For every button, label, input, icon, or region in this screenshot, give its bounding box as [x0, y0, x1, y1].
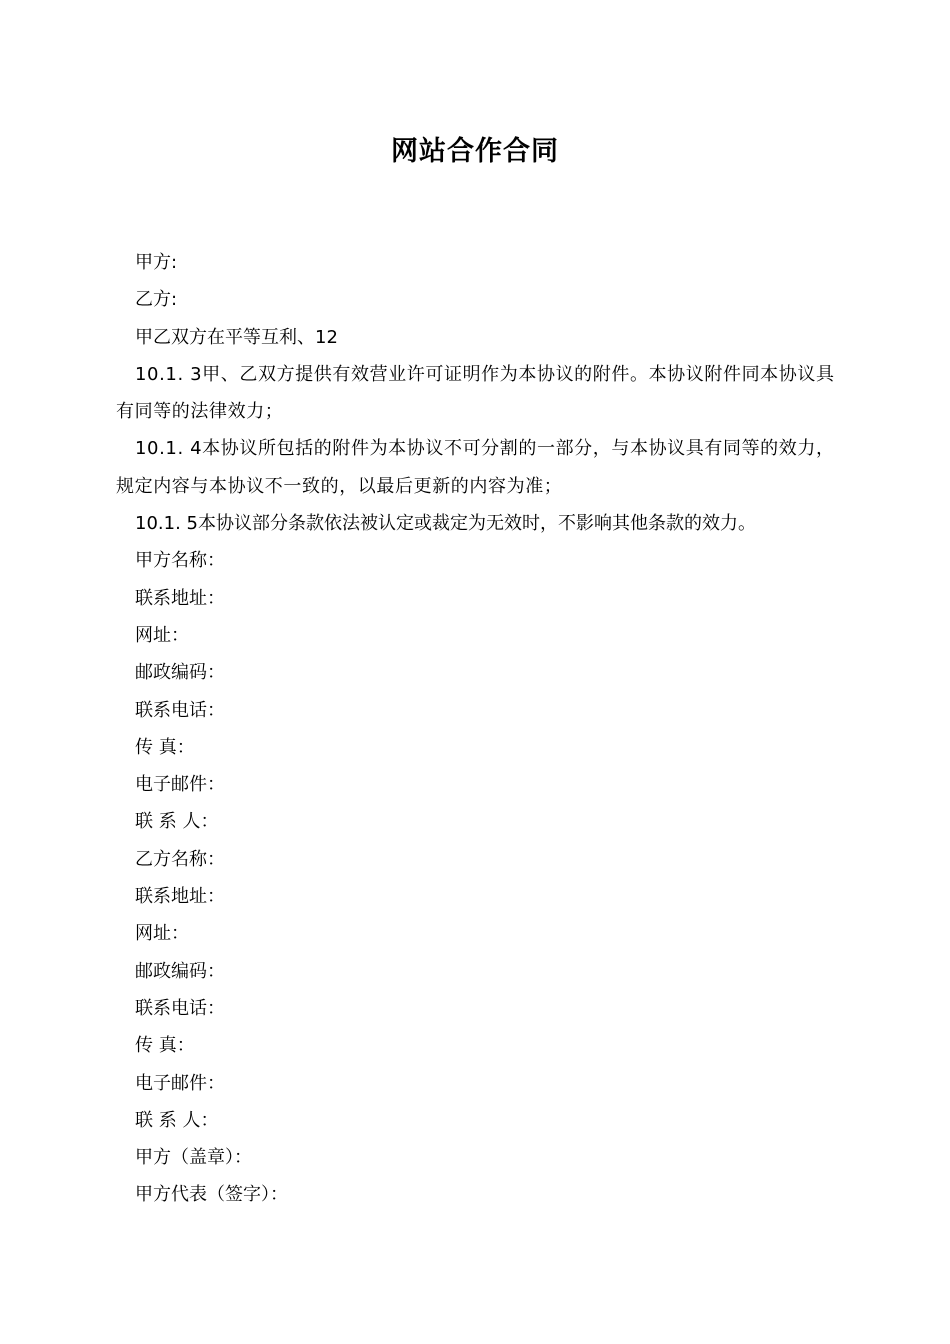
party-a-website-field: 网址：	[135, 624, 189, 646]
party-b-postcode-field: 邮政编码：	[135, 960, 225, 982]
party-b-email-field: 电子邮件：	[135, 1072, 225, 1094]
party-b-line: 乙方:	[135, 289, 178, 311]
document-body	[116, 244, 842, 1214]
clause-10-1-4: 10.1. 4本协议所包括的附件为本协议不可分割的一部分，与本协议具有同等的效力，规定内容与本协议不一致的，以最后更新的内容为准；	[116, 438, 835, 497]
party-a-seal-field: 甲方（盖章）：	[135, 1147, 252, 1169]
clause-10-1-3: 10.1. 3甲、乙双方提供有效营业许可证明作为本协议的附件。本协议附件同本协议具有同等的法律效力；	[116, 363, 835, 423]
party-a-line: 甲方:	[135, 252, 178, 273]
document-title: 网站合作合同	[391, 136, 559, 167]
party-a-postcode-field: 邮政编码：	[135, 662, 225, 684]
party-b-contact-field: 联 系 人：	[135, 1109, 219, 1131]
party-a-signature-field: 甲方代表（签字）：	[135, 1184, 288, 1206]
party-a-email-field: 电子邮件：	[135, 774, 225, 796]
party-a-fax-field: 传 真：	[135, 736, 195, 758]
party-b-website-field: 网址：	[135, 923, 189, 945]
party-a-phone-field: 联系电话：	[135, 699, 225, 721]
party-b-address-field: 联系地址：	[135, 886, 225, 908]
party-a-contact-field: 联 系 人：	[135, 811, 219, 833]
preamble-line: 甲乙双方在平等互利、12	[135, 326, 338, 348]
party-b-phone-field: 联系电话：	[135, 997, 225, 1019]
clause-10-1-5: 10.1. 5本协议部分条款依法被认定或裁定为无效时，不影响其他条款的效力。	[135, 513, 756, 535]
party-b-name-field: 乙方名称：	[135, 848, 225, 870]
party-b-fax-field: 传 真：	[135, 1035, 195, 1057]
party-a-address-field: 联系地址：	[135, 587, 225, 609]
party-a-name-field: 甲方名称：	[135, 550, 225, 572]
